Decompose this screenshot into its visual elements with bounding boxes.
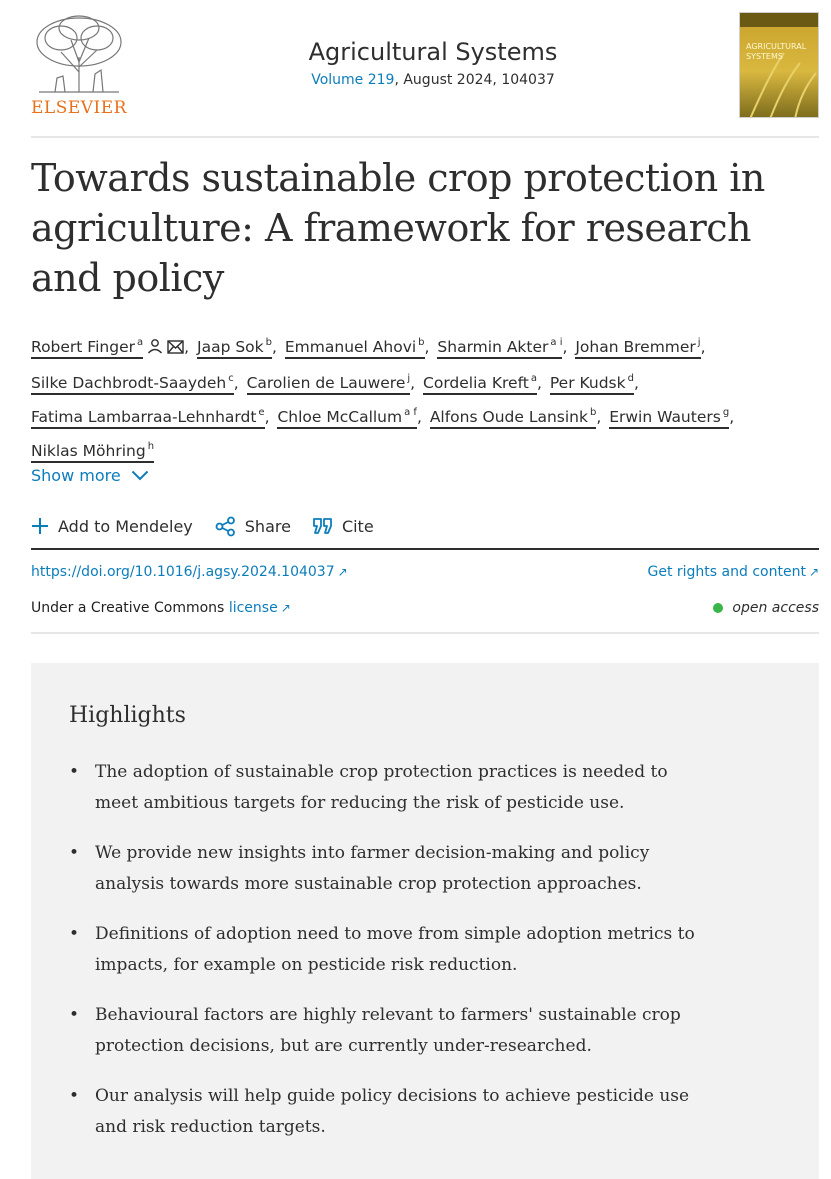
share-button[interactable] [215, 512, 291, 540]
cover-art [740, 13, 819, 118]
highlights-list [69, 757, 709, 1162]
author-link[interactable]: Silke Dachbrodt-Saaydeh $^c$ [31, 374, 234, 395]
author-link[interactable]: Niklas Möhring $^h$ [31, 442, 154, 463]
author-link[interactable]: Per Kudsk $^d$ [550, 374, 634, 395]
highlight-item: • Our analysis will help guide policy decisions to achieve pesticide use and risk reduction targets. [69, 1086, 690, 1137]
journal-meta [231, 72, 635, 88]
add-to-mendeley-button[interactable] [31, 512, 193, 540]
chevron-down-icon [131, 470, 149, 481]
author-link[interactable]: Erwin Wauters $^g$ [609, 408, 729, 429]
journal-info [231, 38, 635, 88]
rights-link[interactable]: Get rights and content ↗ [647, 564, 819, 580]
issue-info: , August 2024, 104037 [394, 72, 555, 88]
author-link[interactable]: Sharmin Akter $^{a i}$ [437, 338, 562, 359]
highlight-item: • We provide new insights into farmer decision-making and policy analysis towards more sustainable crop protection approaches. [69, 843, 650, 894]
author-list: Robert Finger $^a$ , Jaap Sok $^b$, Emmanuel Ahovi $^b$, Sharmin Akter $^{a i}$, Johan Bremmer $^j$, Silke Dachbrodt-Saaydeh $^c$, Carolien de Lauwere $^j$, Cordelia Kreft $^a$, Per Kudsk $^d$, Fatima Lambarraa-Lehnhardt $^e$, Chloe McCallum $^{a f}$, Alfons Oude Lansink $^b$, Erwin Wauters $^g$, Niklas Möhring $^h$ [31, 328, 819, 466]
journal-cover-image[interactable] [739, 12, 819, 118]
highlight-item: • The adoption of sustainable crop protection practices is needed to meet ambitious targets for reducing the risk of pesticide use. [69, 762, 668, 813]
doi-link[interactable]: https://doi.org/10.1016/j.agsy.2024.104037 ↗ [31, 564, 348, 580]
person-icon[interactable] [147, 335, 163, 364]
author-link[interactable]: Jaap Sok $^b$ [197, 338, 272, 359]
open-access-badge: open access [713, 600, 819, 616]
article-title: Towards sustainable crop protection in agriculture: A framework for research and policy [31, 156, 765, 300]
show-more-label: Show more [31, 466, 121, 485]
share-icon [215, 516, 236, 537]
highlights-section [31, 663, 819, 1179]
author-link[interactable]: Carolien de Lauwere $^j$ [247, 374, 411, 395]
highlights-title: Highlights [69, 703, 186, 728]
journal-header [31, 10, 819, 138]
license-row [31, 600, 819, 616]
highlight-item: • Definitions of adoption need to move from simple adoption metrics to impacts, for example on pesticide risk reduction. [69, 924, 695, 975]
external-link-arrow-icon: ↗ [280, 601, 291, 615]
journal-title-link[interactable]: Agricultural Systems [308, 38, 558, 66]
external-link-arrow-icon: ↗ [808, 565, 819, 579]
article-actions-bar [31, 512, 819, 550]
quote-icon [313, 518, 333, 534]
cite-label: Cite [341, 516, 374, 536]
author-link[interactable]: Robert Finger $^a$ [31, 338, 143, 359]
divider [31, 632, 819, 634]
external-link-arrow-icon: ↗ [337, 565, 348, 579]
author-link[interactable]: Alfons Oude Lansink $^b$ [430, 408, 597, 429]
publisher-wordmark: ELSEVIER [31, 98, 127, 118]
highlight-item: • Behavioural factors are highly relevant to farmers' sustainable crop protection decisions, but are currently under-researched. [69, 1005, 681, 1056]
add-to-mendeley-label: Add to Mendeley [58, 516, 193, 536]
cover-title-line1: AGRICULTURAL [746, 42, 807, 51]
cite-button[interactable] [313, 512, 374, 540]
doi-row [31, 564, 819, 580]
license-text: Under a Creative Commons license ↗ [31, 600, 291, 616]
author-link[interactable]: Chloe McCallum $^{a f}$ [277, 408, 416, 429]
cover-title-line2: SYSTEMS [746, 52, 783, 61]
share-label: Share [244, 516, 291, 536]
author-link[interactable]: Fatima Lambarraa-Lehnhardt $^e$ [31, 408, 265, 429]
open-access-dot-icon [713, 603, 723, 613]
author-link[interactable]: Johan Bremmer $^j$ [575, 338, 700, 359]
plus-icon [31, 517, 49, 535]
show-more-button[interactable] [31, 466, 149, 485]
volume-link[interactable]: Volume 219 [311, 72, 395, 88]
author-link[interactable]: Emmanuel Ahovi $^b$ [285, 338, 425, 359]
author-link[interactable]: Cordelia Kreft $^a$ [423, 374, 537, 395]
envelope-icon[interactable] [167, 335, 184, 364]
license-link[interactable]: license ↗ [228, 600, 291, 616]
